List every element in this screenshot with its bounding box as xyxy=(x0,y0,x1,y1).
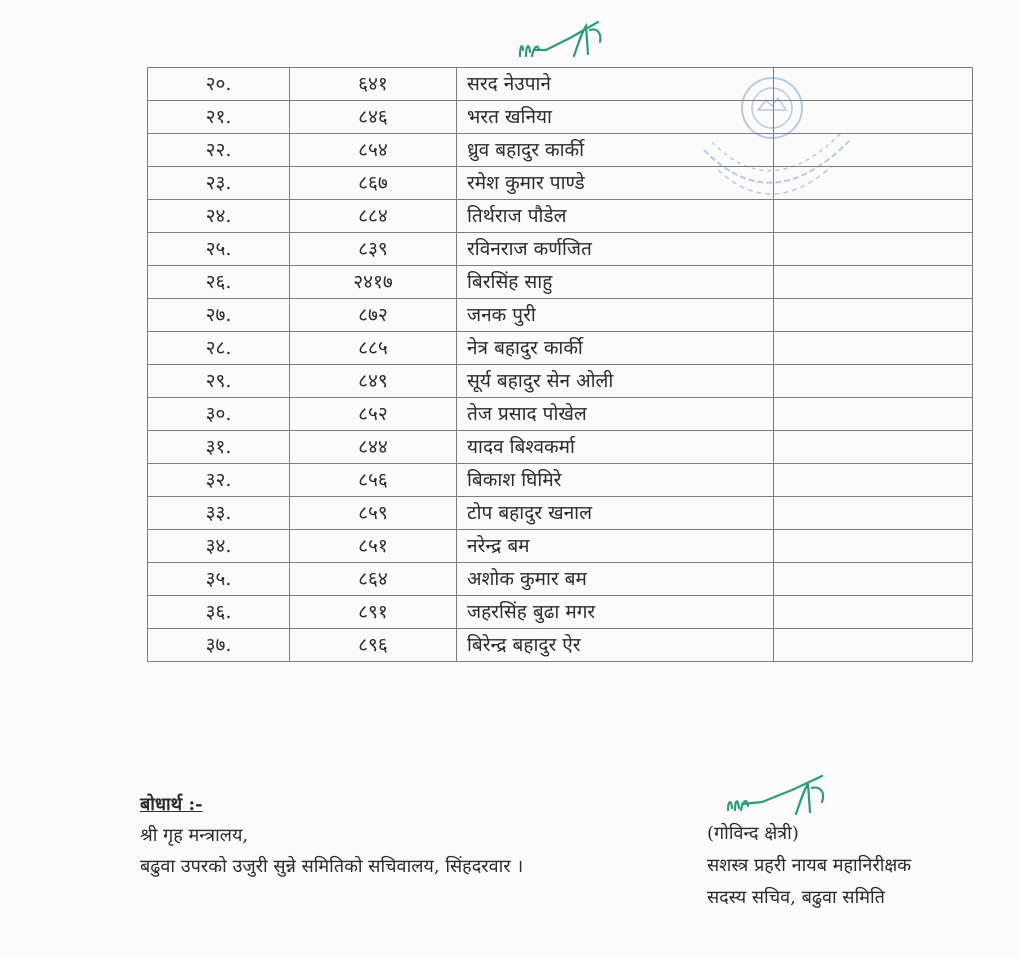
name-cell: टोप बहादुर खनाल xyxy=(457,497,774,530)
table-row xyxy=(148,233,973,266)
serial-number-cell: ३०. xyxy=(148,398,290,431)
cc-recipient-committee: बढुवा उपरको उजुरी सुन्ने समितिको सचिवालय, सिंहदरवार । xyxy=(140,856,524,877)
remarks-cell xyxy=(774,464,973,497)
serial-number-cell: २३. xyxy=(148,167,290,200)
name-cell: जहरसिंह बुढा मगर xyxy=(457,596,774,629)
personnel-number-cell: ८९१ xyxy=(290,596,457,629)
name-cell: तेज प्रसाद पोखेल xyxy=(457,398,774,431)
personnel-number-cell: ८५६ xyxy=(290,464,457,497)
serial-number-cell: २८. xyxy=(148,332,290,365)
promotion-list-table xyxy=(147,67,973,662)
remarks-cell xyxy=(774,530,973,563)
personnel-number-cell: ८५२ xyxy=(290,398,457,431)
serial-number-cell: ३३. xyxy=(148,497,290,530)
remarks-cell xyxy=(774,563,973,596)
remarks-cell xyxy=(774,68,973,101)
table-row xyxy=(148,629,973,662)
name-cell: तिर्थराज पौडेल xyxy=(457,200,774,233)
remarks-cell xyxy=(774,365,973,398)
initial-signature-top xyxy=(512,12,612,72)
personnel-number-cell: ८५९ xyxy=(290,497,457,530)
serial-number-cell: ३६. xyxy=(148,596,290,629)
remarks-cell xyxy=(774,596,973,629)
serial-number-cell: ३५. xyxy=(148,563,290,596)
name-cell: बिरसिंह साहु xyxy=(457,266,774,299)
remarks-cell xyxy=(774,629,973,662)
serial-number-cell: ३१. xyxy=(148,431,290,464)
personnel-number-cell: ८४६ xyxy=(290,101,457,134)
remarks-cell xyxy=(774,167,973,200)
remarks-cell xyxy=(774,431,973,464)
signatory-rank: सशस्त्र प्रहरी नायब महानिरीक्षक xyxy=(707,855,912,876)
personnel-number-cell: ८८४ xyxy=(290,200,457,233)
personnel-number-cell: ८७२ xyxy=(290,299,457,332)
personnel-number-cell: २४१७ xyxy=(290,266,457,299)
table-row xyxy=(148,431,973,464)
personnel-number-cell: ८६७ xyxy=(290,167,457,200)
table-row xyxy=(148,530,973,563)
name-cell: ध्रुव बहादुर कार्की xyxy=(457,134,774,167)
name-cell: जनक पुरी xyxy=(457,299,774,332)
serial-number-cell: ३४. xyxy=(148,530,290,563)
serial-number-cell: २०. xyxy=(148,68,290,101)
serial-number-cell: २७. xyxy=(148,299,290,332)
table-row xyxy=(148,68,973,101)
table-row xyxy=(148,398,973,431)
name-cell: नेत्र बहादुर कार्की xyxy=(457,332,774,365)
serial-number-cell: २४. xyxy=(148,200,290,233)
remarks-cell xyxy=(774,134,973,167)
table-body xyxy=(148,68,973,662)
remarks-cell xyxy=(774,233,973,266)
serial-number-cell: २१. xyxy=(148,101,290,134)
name-cell: यादव बिश्वकर्मा xyxy=(457,431,774,464)
name-cell: नरेन्द्र बम xyxy=(457,530,774,563)
name-cell: सूर्य बहादुर सेन ओली xyxy=(457,365,774,398)
table-row xyxy=(148,167,973,200)
remarks-cell xyxy=(774,101,973,134)
table-row xyxy=(148,464,973,497)
cc-heading: बोधार्थ :- xyxy=(140,794,203,815)
table-row xyxy=(148,200,973,233)
name-cell: बिकाश घिमिरे xyxy=(457,464,774,497)
serial-number-cell: २६. xyxy=(148,266,290,299)
serial-number-cell: ३२. xyxy=(148,464,290,497)
table-row xyxy=(148,563,973,596)
remarks-cell xyxy=(774,332,973,365)
serial-number-cell: २५. xyxy=(148,233,290,266)
table-row xyxy=(148,101,973,134)
remarks-cell xyxy=(774,497,973,530)
signatory-name: (गोविन्द क्षेत्री) xyxy=(707,823,799,844)
personnel-number-cell: ८३९ xyxy=(290,233,457,266)
personnel-number-cell: ८५१ xyxy=(290,530,457,563)
personnel-number-cell: ८५४ xyxy=(290,134,457,167)
table-row xyxy=(148,134,973,167)
name-cell: रमेश कुमार पाण्डे xyxy=(457,167,774,200)
table-row xyxy=(148,365,973,398)
signatory-post: सदस्य सचिव, बढुवा समिति xyxy=(707,887,885,908)
table-row xyxy=(148,596,973,629)
name-cell: सरद नेउपाने xyxy=(457,68,774,101)
personnel-number-cell: ८६४ xyxy=(290,563,457,596)
serial-number-cell: २९. xyxy=(148,365,290,398)
cc-recipient-ministry: श्री गृह मन्त्रालय, xyxy=(140,825,249,846)
personnel-number-cell: ८९६ xyxy=(290,629,457,662)
table-row xyxy=(148,497,973,530)
serial-number-cell: ३७. xyxy=(148,629,290,662)
remarks-cell xyxy=(774,200,973,233)
personnel-number-cell: ८४४ xyxy=(290,431,457,464)
personnel-number-cell: ६४१ xyxy=(290,68,457,101)
table-row xyxy=(148,299,973,332)
name-cell: भरत खनिया xyxy=(457,101,774,134)
remarks-cell xyxy=(774,398,973,431)
table-row xyxy=(148,266,973,299)
serial-number-cell: २२. xyxy=(148,134,290,167)
name-cell: रविनराज कर्णजित xyxy=(457,233,774,266)
name-cell: अशोक कुमार बम xyxy=(457,563,774,596)
personnel-number-cell: ८४९ xyxy=(290,365,457,398)
remarks-cell xyxy=(774,266,973,299)
name-cell: बिरेन्द्र बहादुर ऐर xyxy=(457,629,774,662)
remarks-cell xyxy=(774,299,973,332)
table-row xyxy=(148,332,973,365)
personnel-number-cell: ८८५ xyxy=(290,332,457,365)
